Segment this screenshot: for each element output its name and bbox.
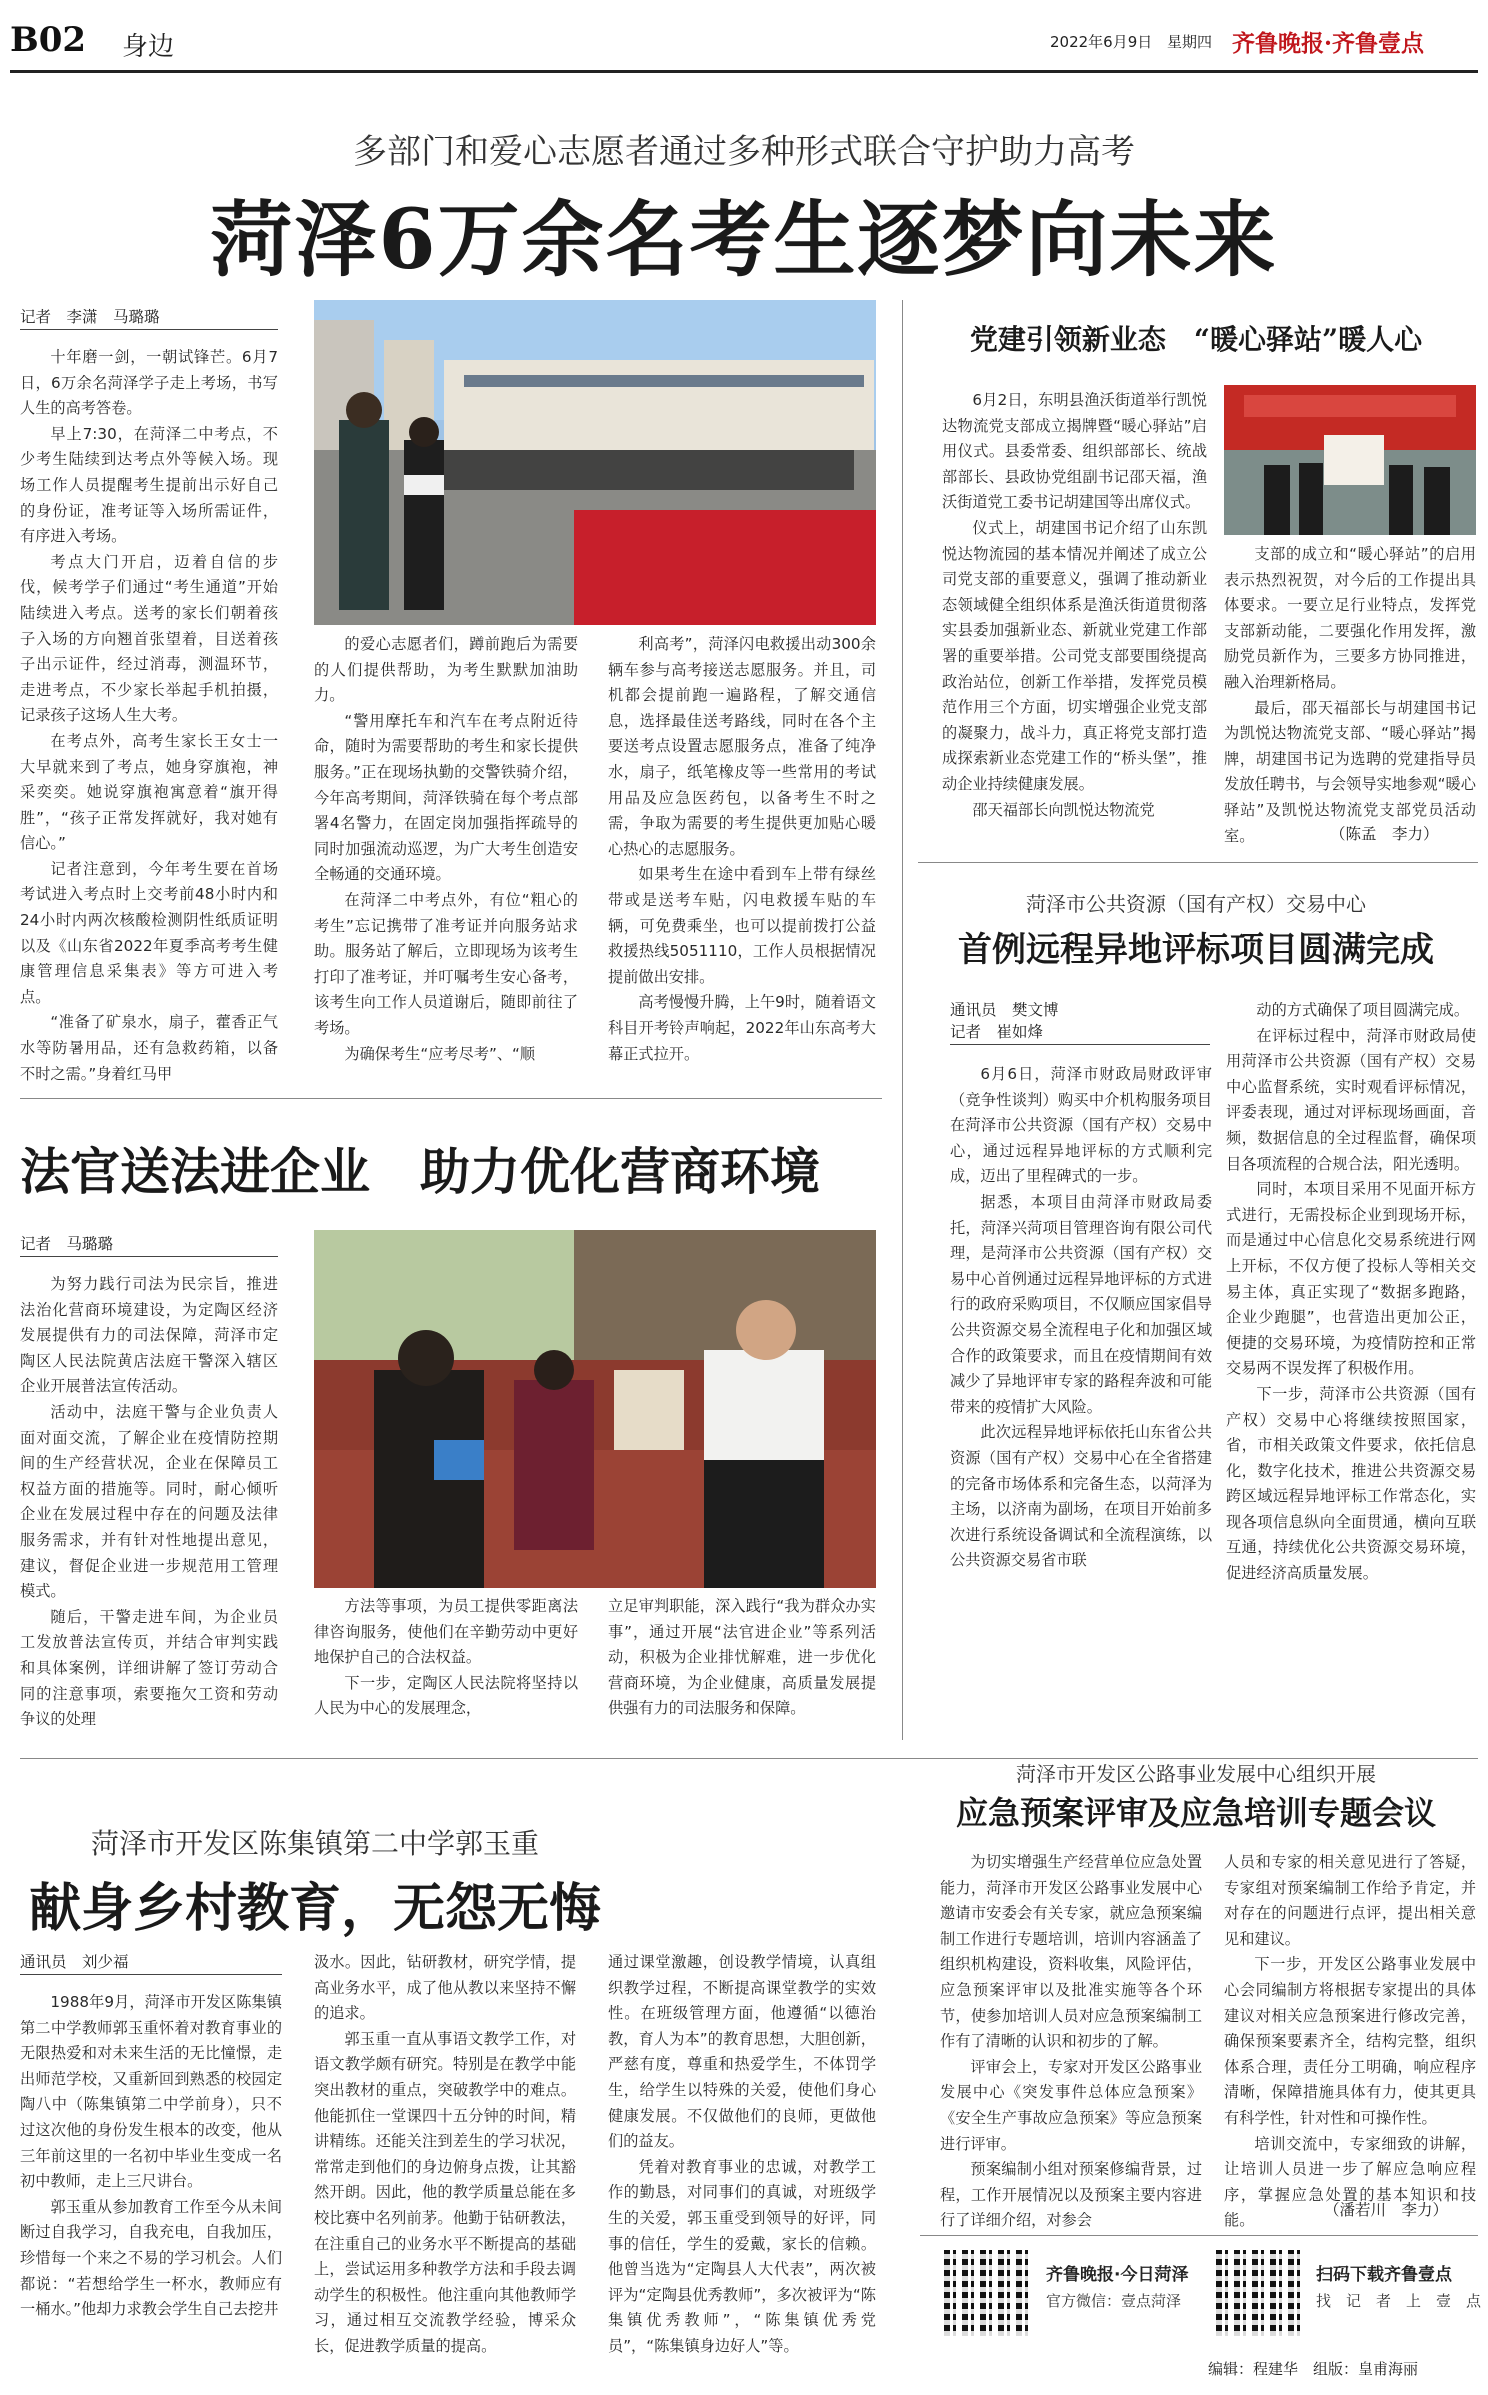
paragraph: 的爱心志愿者们，蹲前跑后为需要的人们提供帮助，为考生默默加油助力。	[314, 635, 578, 705]
teacher-kicker: 菏泽市开发区陈集镇第二中学郭玉重	[90, 1827, 539, 1860]
road-headline: 应急预案评审及应急培训专题会议	[955, 1794, 1436, 1832]
resource-column-1	[950, 1062, 1212, 1712]
paragraph: 在考点外，高考生家长王女士一大早就来到了考点，她身穿旗袍，神采奕奕。她说穿旗袍寓意着“旗开得胜”，“孩子正常发挥就好，我对她有信心。”	[20, 731, 278, 853]
section-rule	[918, 862, 1478, 863]
paragraph: 郭玉重一直从事语文教学工作，对语文教学颇有研究。特别是在教学中能突出教材的重点，突破教学中的难点。他能抓住一堂课四十五分钟的时间，精讲精练。还能关注到差生的学习状况，常常走到他们的身边俯身点拨，让其豁然开朗。因此，他的教学质量总能在多校比赛中名列前茅。他勤于钻研教法，在注重自己的业务水平不断提高的基础上，尝试运用多种教学方法和手段去调动学生的积极性。他注重向其他教师学习，通过相互交流教学经验，博采众长，促进教学质量的提高。	[314, 2029, 576, 2355]
paragraph: 随后，干警走进车间，为企业员工发放普法宣传页，并结合审判实践和具体案例，详细讲解了签订劳动合同的注意事项，索要拖欠工资和劳动争议的处理	[20, 1607, 278, 1729]
court-column-2	[314, 1594, 578, 1744]
court-column-1	[20, 1272, 278, 1742]
lead-byline: 记者 李潇 马璐璐	[20, 305, 278, 330]
paragraph: 人员和专家的相关意见进行了答疑，专家组对预案编制工作给予肯定，并对存在的问题进行点评，提出相关意见和建议。	[1224, 1853, 1476, 1948]
paragraph: “准备了矿泉水，扇子，藿香正气水等防暑用品，还有急救药箱，以备不时之需。”身着红马甲	[20, 1013, 278, 1083]
road-kicker: 菏泽市开发区公路事业发展中心组织开展	[1016, 1762, 1376, 1786]
lead-column-3	[608, 632, 876, 1063]
paragraph: 此次远程异地评标依托山东省公共资源（国有产权）交易中心在全省搭建的完备市场体系和完备生态，以菏泽为主场，以济南为副场，在项目开始前多次进行系统设备调试和全流程演练，以公共资源交易省市联	[950, 1423, 1212, 1570]
paragraph: 通过课堂激趣，创设教学情境，认真组织教学过程，不断提高课堂教学的实效性。在班级管理方面，他遵循“以德治教，育人为本”的教育思想，大胆创新，严慈有度，尊重和热爱学生，不体罚学生，给学生以特殊的关爱，使他们身心健康发展。不仅做他们的良师，更做他们的益友。	[608, 1953, 876, 2151]
paragraph: 郭玉重从参加教育工作至今从未间断过自我学习，自我充电，自我加压，珍惜每一个来之不易的学习机会。人们都说：“若想给学生一杯水，教师应有一桶水。”他却力求教会学生自己去挖井	[20, 2197, 282, 2319]
lead-column-2	[314, 632, 578, 1063]
paragraph: 支部的成立和“暖心驿站”的启用表示热烈祝贺，对今后的工作提出具体要求。一要立足行业特点，发挥党支部新动能，二要强化作用发挥，激励党员新作为，三要多方协同推进，融入治理新格局。	[1224, 545, 1476, 691]
lead-headline: 菏泽6万余名考生逐梦向未来	[210, 192, 1278, 288]
paragraph: 同时，本项目采用不见面开标方式进行，无需投标企业到现场开标，而是通过中心信息化交易系统进行网上开标，不仅方便了投标人等相关交易主体，真正实现了“数据多跑路，企业少跑腿”，也营造出更加公正，便捷的交易环境，为疫情防控和正常交易两不误发挥了积极作用。	[1226, 1180, 1476, 1378]
brand-logo: 齐鲁晚报·齐鲁壹点	[1232, 30, 1425, 57]
paragraph: 为努力践行司法为民宗旨，推进法治化营商环境建设，为定陶区经济发展提供有力的司法保障，菏泽市定陶区人民法院黄店法庭干警深入辖区企业开展普法宣传活动。	[20, 1275, 278, 1396]
paragraph: 下一步，菏泽市公共资源（国有产权）交易中心将继续按照国家，省，市相关政策文件要求，依托信息化，数字化技术，推进公共资源交易跨区域远程异地评标工作常态化，实现各项信息纵向全面贯通，横向互联互通，持续优化公共资源交易环境，促进经济高质量发展。	[1226, 1384, 1476, 1583]
paragraph: 培训交流中，专家细致的讲解，让培训人员进一步了解应急响应程序，掌握应急处置的基本知识和技能。	[1224, 2134, 1476, 2230]
court-column-3	[608, 1594, 876, 1744]
court-byline: 记者 马璐璐	[20, 1232, 278, 1257]
lead-column-1	[20, 345, 278, 1083]
page-number: B02	[10, 20, 87, 60]
paragraph: 动的方式确保了项目圆满完成。	[1256, 1001, 1470, 1019]
paragraph: “警用摩托车和汽车在考点附近待命，随时为需要帮助的考生和家长提供服务。”正在现场执勤的交警铁骑介绍，今年高考期间，菏泽铁骑在每个考点部署4名警力，在固定岗加强指挥疏导的同时加强流动巡逻，为广大考生创造安全畅通的交通环境。	[314, 711, 578, 884]
paragraph: 高考慢慢升腾，上午9时，随着语文科目开考铃声响起，2022年山东高考大幕正式拉开。	[608, 993, 876, 1063]
resource-headline: 首例远程异地评标项目圆满完成	[958, 930, 1434, 970]
qr-app-sub: 找 记 者 上 壹 点	[1316, 2292, 1482, 2310]
section-rule	[920, 2235, 1478, 2236]
paragraph: 邵天福部长向凯悦达物流党	[972, 800, 1155, 819]
paragraph: 如果考生在途中看到车上带有绿丝带或是送考车贴，闪电救援车贴的车辆，可免费乘坐，也可以提前拨打公益救援热线5051110，工作人员根据情况提前做出安排。	[608, 865, 876, 986]
qr-app-label: 扫码下载齐鲁壹点	[1316, 2265, 1452, 2285]
paragraph: 最后，邵天福部长与胡建国书记为凯悦达物流党支部、“暖心驿站”揭牌，胡建国书记为选聘的党建指导员发放任聘书，与会领导实地参观“暖心驿站”及凯悦达物流党支部党员活动室。	[1224, 698, 1476, 845]
header-rule	[10, 70, 1478, 73]
paragraph: 利高考”，菏泽闪电救援出动300余辆车参与高考接送志愿服务。并且，司机都会提前跑一遍路程，了解交通信息，选择最佳送考路线，同时在各个主要送考点设置志愿服务点，准备了纯净水，扇子，纸笔橡皮等一些常用的考试用品及应急医药包，以备考生不时之需，争取为需要的考生提供更加贴心暖心热心的志愿服务。	[608, 635, 876, 858]
teacher-column-3	[608, 1950, 876, 2390]
paragraph: 1988年9月，菏泽市开发区陈集镇第二中学教师郭玉重怀着对教育事业的无限热爱和对未来生活的无比憧憬，走出师范学校，又重新回到熟悉的校园定陶八中（陈集镇第二中学前身），只不过这次他的身份发生根本的改变，他从三年前这里的一名初中毕业生变成一名初中教师，走上三尺讲台。	[20, 1993, 282, 2191]
paragraph: 早上7:30，在菏泽二中考点，不少考生陆续到达考点外等候入场。现场工作人员提醒考生提前出示好自己的身份证，准考证等入场所需证件，有序进入考场。	[20, 424, 278, 546]
paragraph: 仪式上，胡建国书记介绍了山东凯悦达物流园的基本情况并阐述了成立公司党支部的重要意义，强调了推动新业态领域健全组织体系是渔沃街道贯彻落实县委加强新业态、新就业党建工作部署的重要举措。公司党支部要围绕提高政治站位，创新工作举措，发挥党员模范作用三个方面，切实增强企业党支部的凝聚力，战斗力，真正将党支部打造成探索新业态党建工作的“桥头堡”，推动企业持续健康发展。	[942, 518, 1207, 793]
lead-photo	[314, 300, 876, 625]
warehouse-scene	[314, 1230, 876, 1588]
road-column-1	[940, 1850, 1202, 2230]
paragraph: 据悉，本项目由菏泽市财政局委托，菏泽兴菏项目管理咨询有限公司代理，是菏泽市公共资源（国有产权）交易中心首例通过远程异地评标的方式进行的政府采购项目，不仅顺应国家倡导公共资源交易全流程电子化和加强区域合作的政策要求，而且在疫情期间有效减少了异地评审专家的路程奔波和可能带来的疫情扩大风险。	[950, 1192, 1212, 1416]
teacher-column-1	[20, 1990, 282, 2390]
court-photo	[314, 1230, 876, 1588]
party-credit: （陈孟 李力）	[1330, 825, 1439, 843]
paragraph: 记者注意到，今年考生要在首场考试进入考点时上交考前48小时内和24小时内两次核酸检测阴性纸质证明以及《山东省2022年夏季高考考生健康管理信息采集表》等方可进入考点。	[20, 859, 278, 1006]
resource-byline-journalist: 记者 崔如烽	[950, 1020, 1210, 1045]
page-header	[0, 0, 1488, 70]
party-photo	[1224, 385, 1476, 535]
resource-byline-reporter: 通讯员 樊文博	[950, 1001, 1059, 1019]
party-headline: 党建引领新业态 “暖心驿站”暖人心	[969, 323, 1423, 356]
paragraph: 为切实增强生产经营单位应急处置能力，菏泽市开发区公路事业发展中心邀请市安委会有关专家，就应急预案编制工作进行专题培训，培训内容涵盖了组织机构建设，资料收集，风险评估，应急预案评审以及批准实施等各个环节，使参加培训人员对应急预案编制工作有了清晰的认识和初步的了解。	[940, 1853, 1202, 2051]
paragraph: 凭着对教育事业的忠诚，对教学工作的勤恳，对同事们的真诚，对班级学生的关爱，郭玉重受到领导的好评，同事的信任，学生的爱戴，家长的信赖。他曾当选为“定陶县人大代表”，两次被评为“定陶县优秀教师”，多次被评为“陈集镇优秀教师”，“陈集镇优秀党员”，“陈集镇身边好人”等。	[608, 2157, 876, 2355]
section-rule	[20, 1098, 882, 1099]
teacher-column-2	[314, 1950, 576, 2390]
paragraph: 考点大门开启，迈着自信的步伐，候考学子们通过“考生通道”开始陆续进入考点。送考的家长们朝着孩子入场的方向翘首张望着，目送着孩子出示证件，经过消毒，测温环节，走进考点，不少家长举起手机拍摄，记录孩子这场人生大考。	[20, 552, 278, 725]
teacher-byline: 通讯员 刘少福	[20, 1950, 282, 1975]
paragraph: 为确保考生“应考尽考”、“顺	[344, 1044, 536, 1063]
qr-code-app[interactable]	[1216, 2250, 1302, 2336]
paragraph: 预案编制小组对预案修编背景，过程，工作开展情况以及预案主要内容进行了详细介绍，对参会	[940, 2160, 1202, 2230]
editor-credit: 编辑：程建华 组版：皇甫海丽	[1208, 2360, 1419, 2378]
qr-code-wechat[interactable]	[944, 2250, 1030, 2336]
road-credit: （潘若川 李力）	[1324, 2201, 1449, 2219]
paragraph: 下一步，开发区公路事业发展中心会同编制方将根据专家提出的具体建议对相关应急预案进行修改完善，确保预案要素齐全，结构完整，组织体系合理，责任分工明确，响应程序清晰，保障措施具体有力，使其更具有科学性，针对性和可操作性。	[1224, 1955, 1476, 2127]
section-name: 身边	[122, 32, 175, 62]
vertical-rule	[902, 300, 903, 1740]
paragraph: 在评标过程中，菏泽市财政局使用菏泽市公共资源（国有产权）交易中心监督系统，实时观看评标情况，评委表现，通过对评标现场画面，音频，数据信息的全过程监督，确保项目各项流程的合规合法，阳光透明。	[1226, 1026, 1476, 1173]
ceremony-scene	[1224, 385, 1476, 535]
qr-wechat-sub: 官方微信：壹点菏泽	[1046, 2292, 1182, 2310]
paragraph: 6月2日，东明县渔沃街道举行凯悦达物流党支部成立揭牌暨“暖心驿站”启用仪式。县委常委、组织部部长、统战部部长、县政协党组副书记邵天福，渔沃街道党工委书记胡建国等出席仪式。	[942, 391, 1207, 512]
paragraph: 活动中，法庭干警与企业负责人面对面交流，了解企业在疫情防控期间的生产经营状况，企业在保障员工权益方面的措施等。同时，耐心倾听企业在发展过程中存在的问题及法律服务需求，并有针对性地提出意见，建议，督促企业进一步规范用工管理模式。	[20, 1402, 278, 1601]
teacher-headline: 献身乡村教育，无怨无悔	[28, 1878, 601, 1939]
paragraph: 立足审判职能，深入践行“我为群众办实事”，通过开展“法官进企业”等系列活动，积极为企业排忧解难，进一步优化营商环境，为企业健康，高质量发展提供强有力的司法服务和保障。	[608, 1597, 876, 1718]
paragraph: 在菏泽二中考点外，有位“粗心的考生”忘记携带了准考证并向服务站求助。服务站了解后，立即现场为该考生打印了准考证，并叮嘱考生安心备考，该考生向工作人员道谢后，随即前往了考场。	[314, 890, 578, 1037]
lead-kicker: 多部门和爱心志愿者通过多种形式联合守护助力高考	[353, 132, 1135, 172]
paragraph: 十年磨一剑，一朝试锋芒。6月7日，6万余名菏泽学子走上考场，书写人生的高考答卷。	[20, 348, 278, 418]
qr-wechat-label: 齐鲁晚报·今日菏泽	[1046, 2265, 1189, 2285]
party-column-1	[942, 388, 1207, 818]
issue-weekday: 星期四	[1167, 33, 1213, 51]
court-headline: 法官送法进企业 助力优化营商环境	[20, 1142, 820, 1201]
resource-column-2	[1226, 998, 1476, 1718]
paragraph: 汲水。因此，钻研教材，研究学情，提高业务水平，成了他从教以来坚持不懈的追求。	[314, 1953, 576, 2023]
paragraph: 下一步，定陶区人民法院将坚持以人民为中心的发展理念，	[314, 1673, 578, 1718]
paragraph: 6月6日，菏泽市财政局财政评审（竞争性谈判）购买中介机构服务项目在菏泽市公共资源（国有产权）交易中心，通过远程异地评标的方式顺利完成，迈出了里程碑式的一步。	[950, 1065, 1212, 1186]
paragraph: 评审会上，专家对开发区公路事业发展中心《突发事件总体应急预案》《安全生产事故应急预案》等应急预案进行评审。	[940, 2057, 1202, 2153]
paragraph: 方法等事项，为员工提供零距离法律咨询服务，使他们在辛勤劳动中更好地保护自己的合法权益。	[314, 1597, 578, 1667]
exam-gate-scene	[314, 300, 876, 625]
issue-date: 2022年6月9日	[1050, 33, 1153, 51]
resource-kicker: 菏泽市公共资源（国有产权）交易中心	[1026, 892, 1366, 916]
